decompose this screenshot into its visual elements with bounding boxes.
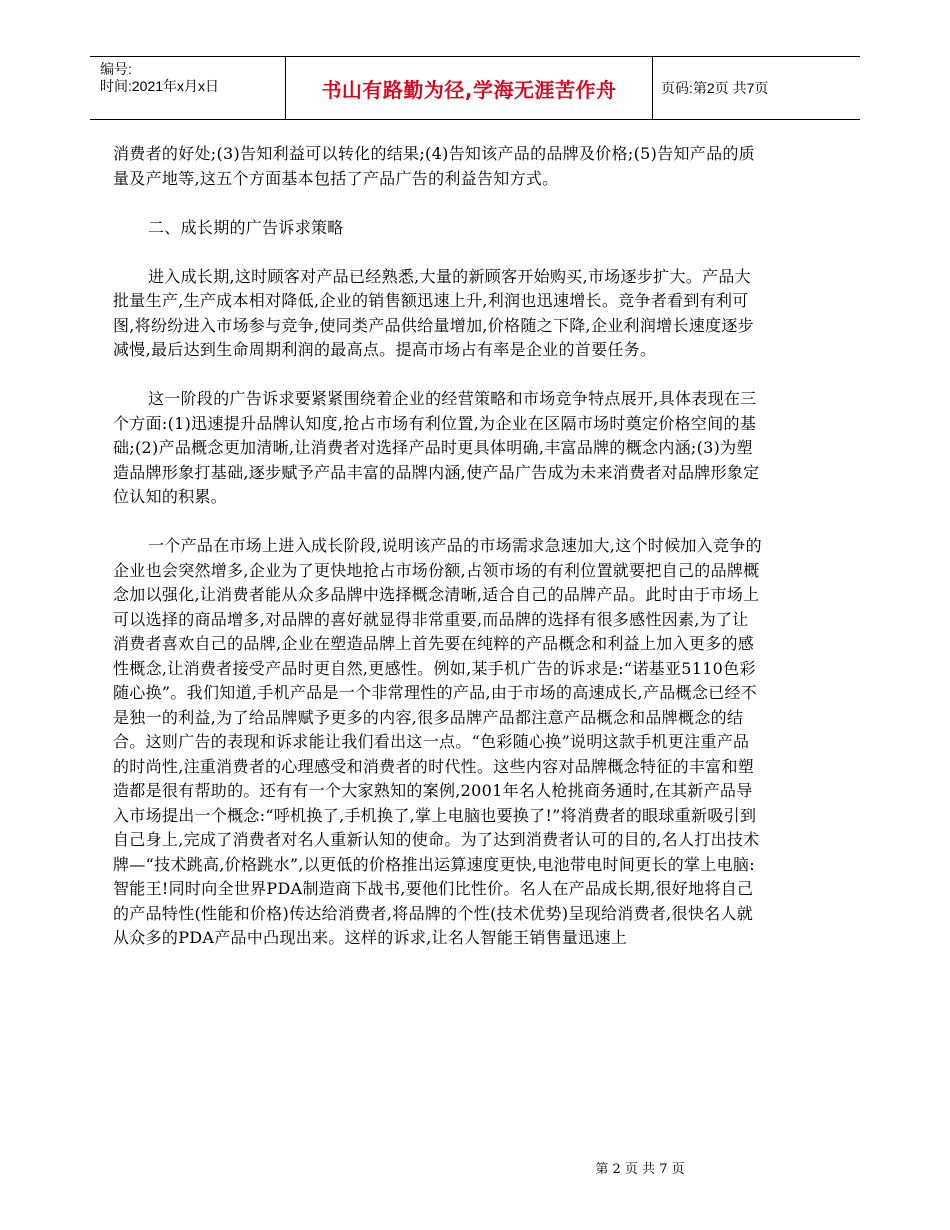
page-footer — [0, 1158, 950, 1177]
header-meta — [90, 57, 285, 119]
number-label: 编号: — [100, 61, 132, 77]
header-motto-cell — [285, 57, 653, 119]
page-header — [90, 56, 860, 120]
header-page-cell — [653, 57, 860, 119]
paragraph: 一个产品在市场上进入成长阶段,说明该产品的市场需求急速加大,这个时候加入竞争的企业也会突然增多,企业为了更快地抢占市场份额,占领市场的有利位置就要把自己的品牌概念加以强化,让消费者能从众多品牌中选择概念清晰,适合自己的品牌产品。此时由于市场上可以选择的商品增多,对品牌的喜好就显得非常重要,而品牌的选择有很多感性因素,为了让消费者喜欢自己的品牌,企业在塑造品牌上首先要在纯粹的产品概念和利益上加入更多的感性概念,让消费者接受产品时更自然,更感性。例如,某手机广告的诉求是:“诺基亚5110色彩随心换”。我们知道,手机产品是一个非常理性的产品,由于市场的高速成长,产品概念已经不是独一的利益,为了给品牌赋予更多的内容,很多品牌产品都注意产品概念和品牌概念的结合。这则广告的表现和诉求能让我们看出这一点。“色彩随心换”说明这款手机更注重产品的时尚性,注重消费者的心理感受和消费者的时代性。这些内容对品牌概念特征的丰富和塑造都是很有帮助的。还有有一个大家熟知的案例,2001年名人枪挑商务通时,在其新产品导入市场提出一个概念:“呼机换了,手机换了,掌上电脑也要换了!”将消费者的眼球重新吸引到自己身上,完成了消费者对名人重新认知的使命。为了达到消费者认可的目的,名人打出技术牌—“技术跳高,价格跳水”,以更低的价格推出运算速度更快,电池带电时间更长的掌上电脑:智能王!同时向全世界PDA制造商下战书,要他们比性价。名人在产品成长期,很好地将自己的产品特性(性能和价格)传达给消费者,将品牌的个性(技术优势)呈现给消费者,很快名人就从众多的PDA产品中凸现出来。这样的诉求,让名人智能王销售量迅速上 — [113, 536, 762, 947]
footer-page-number: 第 2 页 共 7 页 — [595, 1162, 685, 1177]
paragraph: 进入成长期,这时顾客对产品已经熟悉,大量的新顾客开始购买,市场逐步扩大。产品大批量生产,生产成本相对降低,企业的销售额迅速上升,利润也迅速增长。竞争者看到有利可图,将纷纷进入市场参与竞争,使同类产品供给量增加,价格随之下降,企业利润增长速度逐步减慢,最后达到生命周期利润的最高点。提高市场占有率是企业的首要任务。 — [113, 266, 754, 359]
section-heading: 二、成长期的广告诉求策略 — [148, 217, 344, 237]
paragraph-continuation: 消费者的好处;(3)告知利益可以转化的结果;(4)告知该产品的品牌及价格;(5)告知产品的质量及产地等,这五个方面基本包括了产品广告的利益告知方式。 — [113, 144, 755, 188]
time-label: 时间:2021年x月x日 — [100, 78, 220, 94]
document-body — [113, 142, 763, 951]
page-label: 页码:第2页 共7页 — [661, 80, 769, 96]
motto: 书山有路勤为径,学海无涯苦作舟 — [321, 77, 617, 102]
paragraph: 这一阶段的广告诉求要紧紧围绕着企业的经营策略和市场竞争特点展开,具体表现在三个方面:(1)迅速提升品牌认知度,抢占市场有利位置,为企业在区隔市场时奠定价格空间的基础;(2)产品概念更加清晰,让消费者对选择产品时更具体明确,丰富品牌的概念内涵;(3)为塑造品牌形象打基础,逐步赋予产品丰富的品牌内涵,使产品广告成为未来消费者对品牌形象定位认知的积累。 — [113, 389, 760, 506]
